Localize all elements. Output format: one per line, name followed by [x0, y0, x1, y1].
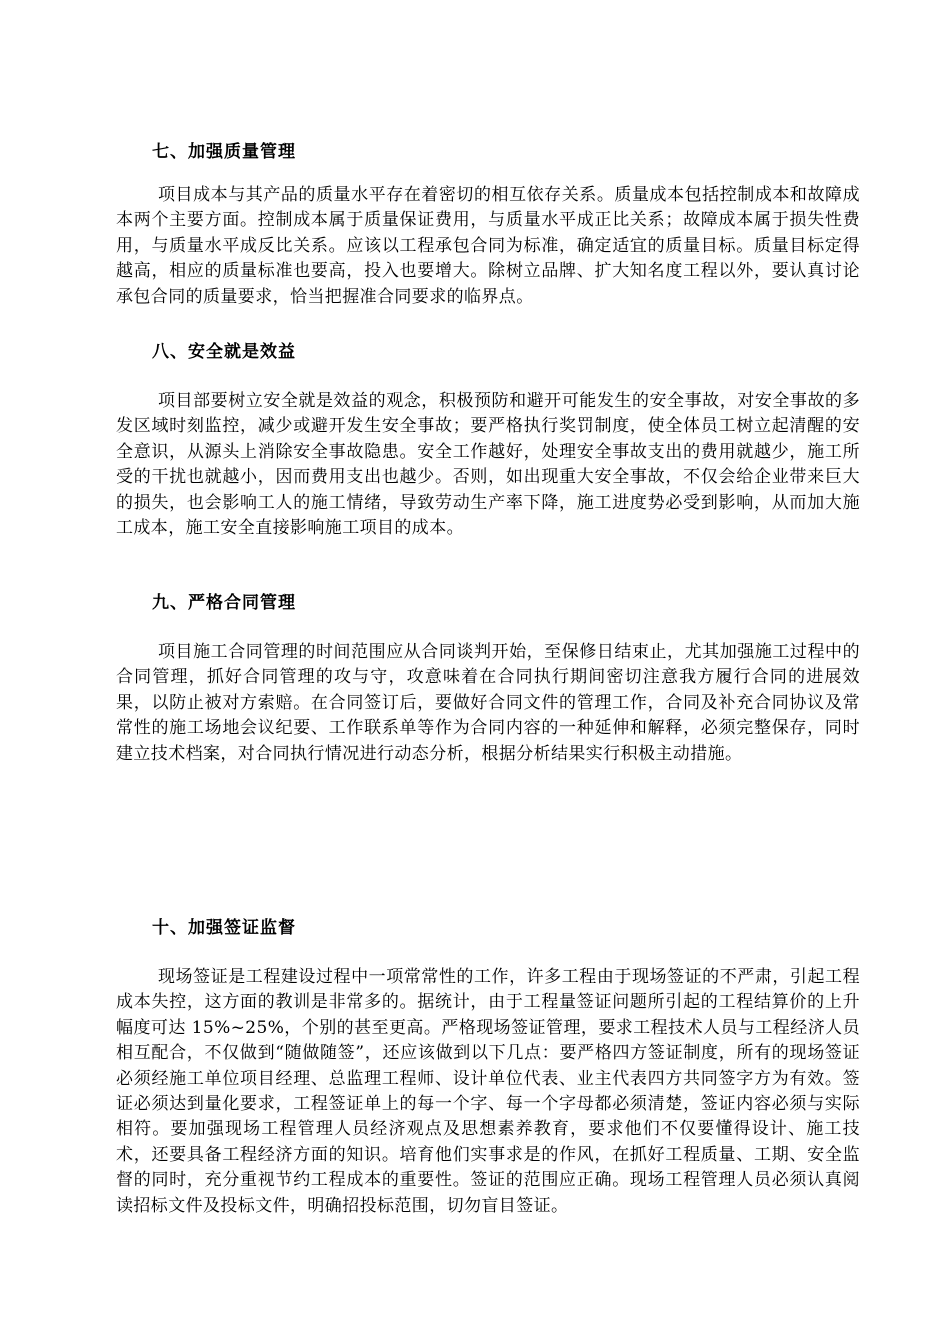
- section-body-visa: 现场签证是工程建设过程中一项常常性的工作，许多工程由于现场签证的不严肃，引起工程成本失控，这方面的教训是非常多的。据统计，由于工程量签证问题所引起的工程结算价的上升幅度可达 15%~25%，个别的甚至更高。严格现场签证管理，要求工程技术人员与工程经济人员相互配合，不仅做到“随做随签”，还应该做到以下几点：要严格四方签证制度，所有的现场签证必须经施工单位项目经理、总监理工程师、设计单位代表、业主代表四方共同签字方为有效。签证必须达到量化要求，工程签证单上的每一个字、每一个字母都必须清楚，签证内容必须与实际相符。要加强现场工程管理人员经济观点及思想素养教育，要求他们不仅要懂得设计、施工技术，还要具备工程经济方面的知识。培育他们实事求是的作风，在抓好工程质量、工期、安全监督的同时，充分重视节约工程成本的重要性。签证的范围应正确。现场工程管理人员必须认真阅读招标文件及投标文件，明确招投标范围，切勿盲目签证。: [116, 967, 860, 1216]
- section-heading-safety: 八、安全就是效益: [152, 342, 296, 362]
- section-body-safety: 项目部要树立安全就是效益的观念，积极预防和避开可能发生的安全事故，对安全事故的多发区域时刻监控，减少或避开发生安全事故；要严格执行奖罚制度，使全体员工树立起清醒的安全意识，从源头上消除安全事故隐患。安全工作越好，处理安全事故支出的费用就越少，施工所受的干扰也就越小，因而费用支出也越少。否则，如出现重大安全事故，不仅会给企业带来巨大的损失，也会影响工人的施工情绪，导致劳动生产率下降，施工进度势必受到影响，从而加大施工成本，施工安全直接影响施工项目的成本。: [116, 391, 860, 539]
- section-heading-contract: 九、严格合同管理: [152, 593, 296, 613]
- section-body-quality: 项目成本与其产品的质量水平存在着密切的相互依存关系。质量成本包括控制成本和故障成本两个主要方面。控制成本属于质量保证费用，与质量水平成正比关系；故障成本属于损失性费用，与质量水平成反比关系。应该以工程承包合同为标准，确定适宜的质量目标。质量目标定得越高，相应的质量标准也要高，投入也要增大。除树立品牌、扩大知名度工程以外，要认真讨论承包合同的质量要求，恰当把握准合同要求的临界点。: [116, 185, 860, 307]
- section-body-contract: 项目施工合同管理的时间范围应从合同谈判开始，至保修日结束止，尤其加强施工过程中的合同管理，抓好合同管理的攻与守，攻意味着在合同执行期间密切注意我方履行合同的进展效果，以防止被对方索赔。在合同签订后，要做好合同文件的管理工作，合同及补充合同协议及常常性的施工场地会议纪要、工作联系单等作为合同内容的一种延伸和解释，必须完整保存，同时建立技术档案，对合同执行情况进行动态分析，根据分析结果实行积极主动措施。: [116, 642, 860, 764]
- section-heading-visa: 十、加强签证监督: [152, 918, 296, 938]
- section-heading-quality: 七、加强质量管理: [152, 142, 296, 162]
